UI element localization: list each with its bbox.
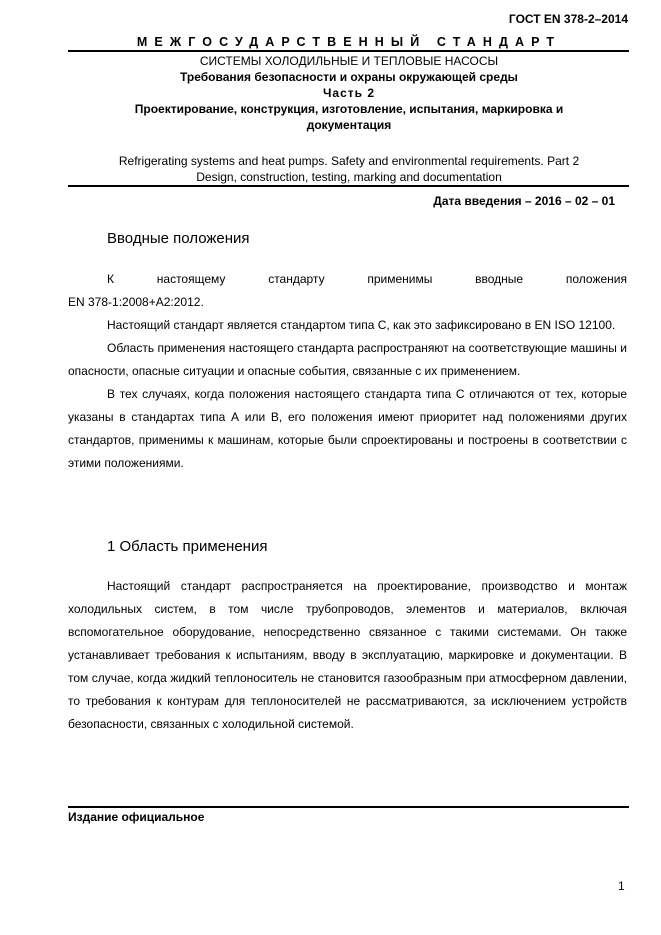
scope-paragraph-1: Настоящий стандарт распространяется на проектирование, производство и монтаж холодильных систем, в том числе трубопроводов, элементов и материалов, включая вспомогательное оборудование, непосредственно связанное с такими системами. Он также устанавливает требования к испытаниям, вводу в эксплуатацию, маркировке и документации. В том случае, когда жидкий теплоноситель не становится газообразным при атмосферном давлении, то требования к контурам для теплоносителей не рассматриваются, за исключением устройств безопасности, связанных с холодильной системой. — [68, 579, 627, 731]
intro-body — [68, 268, 627, 475]
title-line-5: документация — [306, 118, 392, 132]
footer-divider — [68, 806, 629, 808]
gost-code: ГОСТ EN 378-2–2014 — [508, 12, 628, 26]
title-part: Часть 2 — [322, 86, 376, 100]
scope-heading: 1 Область применения — [107, 538, 268, 555]
intro-paragraph-2: Настоящий стандарт является стандартом типа С, как это зафиксировано в EN ISO 12100. — [107, 318, 616, 332]
title-block — [68, 53, 630, 133]
intro-date: Дата введения – 2016 – 02 – 01 — [433, 194, 615, 208]
english-title-line-2: Design, construction, testing, marking and documentation — [196, 170, 502, 184]
scope-body — [68, 575, 627, 736]
official-edition: Издание официальное — [68, 810, 205, 824]
english-title — [68, 153, 630, 185]
top-divider — [68, 50, 629, 52]
english-title-line-1: Refrigerating systems and heat pumps. Safety and environmental requirements. Part 2 — [118, 154, 580, 168]
title-line-4: Проектирование, конструкция, изготовление, испытания, маркировка и — [134, 102, 564, 116]
standard-type-banner: МЕЖГОСУДАРСТВЕННЫЙ СТАНДАРТ — [136, 35, 562, 49]
intro-paragraph-4: В тех случаях, когда положения настоящего стандарта типа С отличаются от тех, которые указаны в стандартах типа А или В, его положения имеют приоритет над положениями других стандартов, применимы к машинам, которые были спроектированы и построены в соответствии с этими положениями. — [68, 387, 627, 470]
title-line-2: Требования безопасности и охраны окружающей среды — [180, 70, 518, 84]
title-divider — [68, 185, 629, 187]
title-line-1: СИСТЕМЫ ХОЛОДИЛЬНЫЕ И ТЕПЛОВЫЕ НАСОСЫ — [199, 54, 499, 68]
intro-heading: Вводные положения — [107, 230, 250, 247]
page-number: 1 — [618, 879, 625, 893]
intro-paragraph-1a: К настоящему стандарту применимы вводные положения — [107, 272, 627, 286]
intro-paragraph-1b: EN 378-1:2008+A2:2012. — [68, 295, 204, 309]
intro-paragraph-3: Область применения настоящего стандарта распространяют на соответствующие машины и опасности, опасные ситуации и опасные события, связанные с их применением. — [68, 341, 627, 378]
